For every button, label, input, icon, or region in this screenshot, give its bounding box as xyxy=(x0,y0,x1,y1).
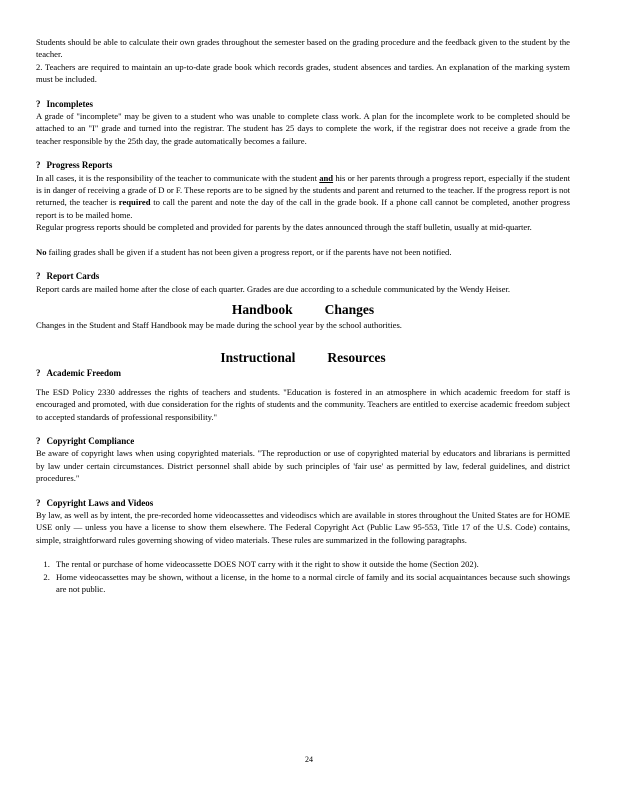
intro-paragraph-2: 2. Teachers are required to maintain an up-to-date grade book which records grades, student absences and tardies. An explanation of the marking system must be included. xyxy=(36,61,570,85)
copyright-videos-text: By law, as well as by intent, the pre-recorded home videocassettes and videodiscs which are available in stores throughout the United States are for HOME USE only — unless you have a license to show them elsewhere. The Federal Copyright Act (Public Law 95-553, Title 17 of the U.S. Code) contains, simple, straightforward rules governing showing of video materials. These rules are summarized in the following paragraphs. xyxy=(36,509,570,545)
report-cards-text: Report cards are mailed home after the close of each quarter. Grades are due according to a schedule communicated by the Wendy Heiser. xyxy=(36,283,510,294)
copyright-videos-heading: ? Copyright Laws and Videos xyxy=(36,497,154,508)
incompletes-heading: ? Incompletes xyxy=(36,98,93,109)
instructional-resources-title: Instructional Resources xyxy=(220,350,386,366)
progress-reports-text: In all cases, it is the responsibility of the teacher to communicate with the student and his or her parents through a progress report, especially if the student is in danger of receiving a grade of D or F. These reports are to be signed by the students and parent and returned to the teacher. If the progress report is not returned, the teacher is required to call the parent and note the day of the call in the grade book. If a phone call cannot be completed, another progress report is to be mailed home. xyxy=(36,172,571,220)
academic-freedom-heading: ? Academic Freedom xyxy=(36,368,122,379)
list-item: 1. The rental or purchase of home videocassette DOES NOT carry with it the right to show it outside the home (Section 202). xyxy=(52,558,570,570)
page-content xyxy=(36,36,570,595)
handbook-changes-text: Changes in the Student and Staff Handbook may be made during the school year by the school authorities. xyxy=(36,319,402,330)
progress-reports-heading: ? Progress Reports xyxy=(36,160,113,171)
list-item: 2. Home videocassettes may be shown, without a license, in the home to a normal circle of family and its social acquaintances because such showings are not public. xyxy=(52,571,570,596)
video-rules-list xyxy=(36,558,570,595)
intro-paragraph: Students should be able to calculate their own grades throughout the semester based on the grading procedure and the feedback given to the student by the teacher. xyxy=(36,37,570,60)
progress-reports-regular: Regular progress reports should be completed and provided for parents by the dates announced through the staff bulletin, usually at mid-quarter. xyxy=(36,222,532,233)
handbook-changes-title: Handbook Changes xyxy=(231,301,375,317)
page-number: 24 xyxy=(305,755,313,764)
copyright-compliance-text: Be aware of copyright laws when using copyrighted materials. "The reproduction or use of copyrighted material by educators and librarians is permitted by law under certain circumstances. District personnel shall abide by such principles of 'fair use' as permitted by law, federal guidelines, and district procedures." xyxy=(36,448,570,484)
report-cards-heading: ? Report Cards xyxy=(36,271,100,282)
copyright-compliance-heading: ? Copyright Compliance xyxy=(36,435,135,446)
academic-freedom-text: The ESD Policy 2330 addresses the rights of teachers and students. "Education is fostered in an atmosphere in which academic freedom for staff is encouraged and promoted, with due consideration for the rights of students and the community. Teachers are entitled to exercise academic freedom subject to accepted standards of professional responsibility." xyxy=(36,386,570,422)
incompletes-text: A grade of "incomplete" may be given to a student who was unable to complete class work. A plan for the incomplete work to be completed should be attached to an "I" grade and turned into the registrar. The student has 25 days to complete the work, if the registrar does not receive a grade from the teacher responsible by the 25th day, the grade automatically becomes a failure. xyxy=(36,111,570,146)
progress-reports-no-failing: No failing grades shall be given if a student has not been given a progress report, or if the parents have not been notified. xyxy=(36,246,452,257)
